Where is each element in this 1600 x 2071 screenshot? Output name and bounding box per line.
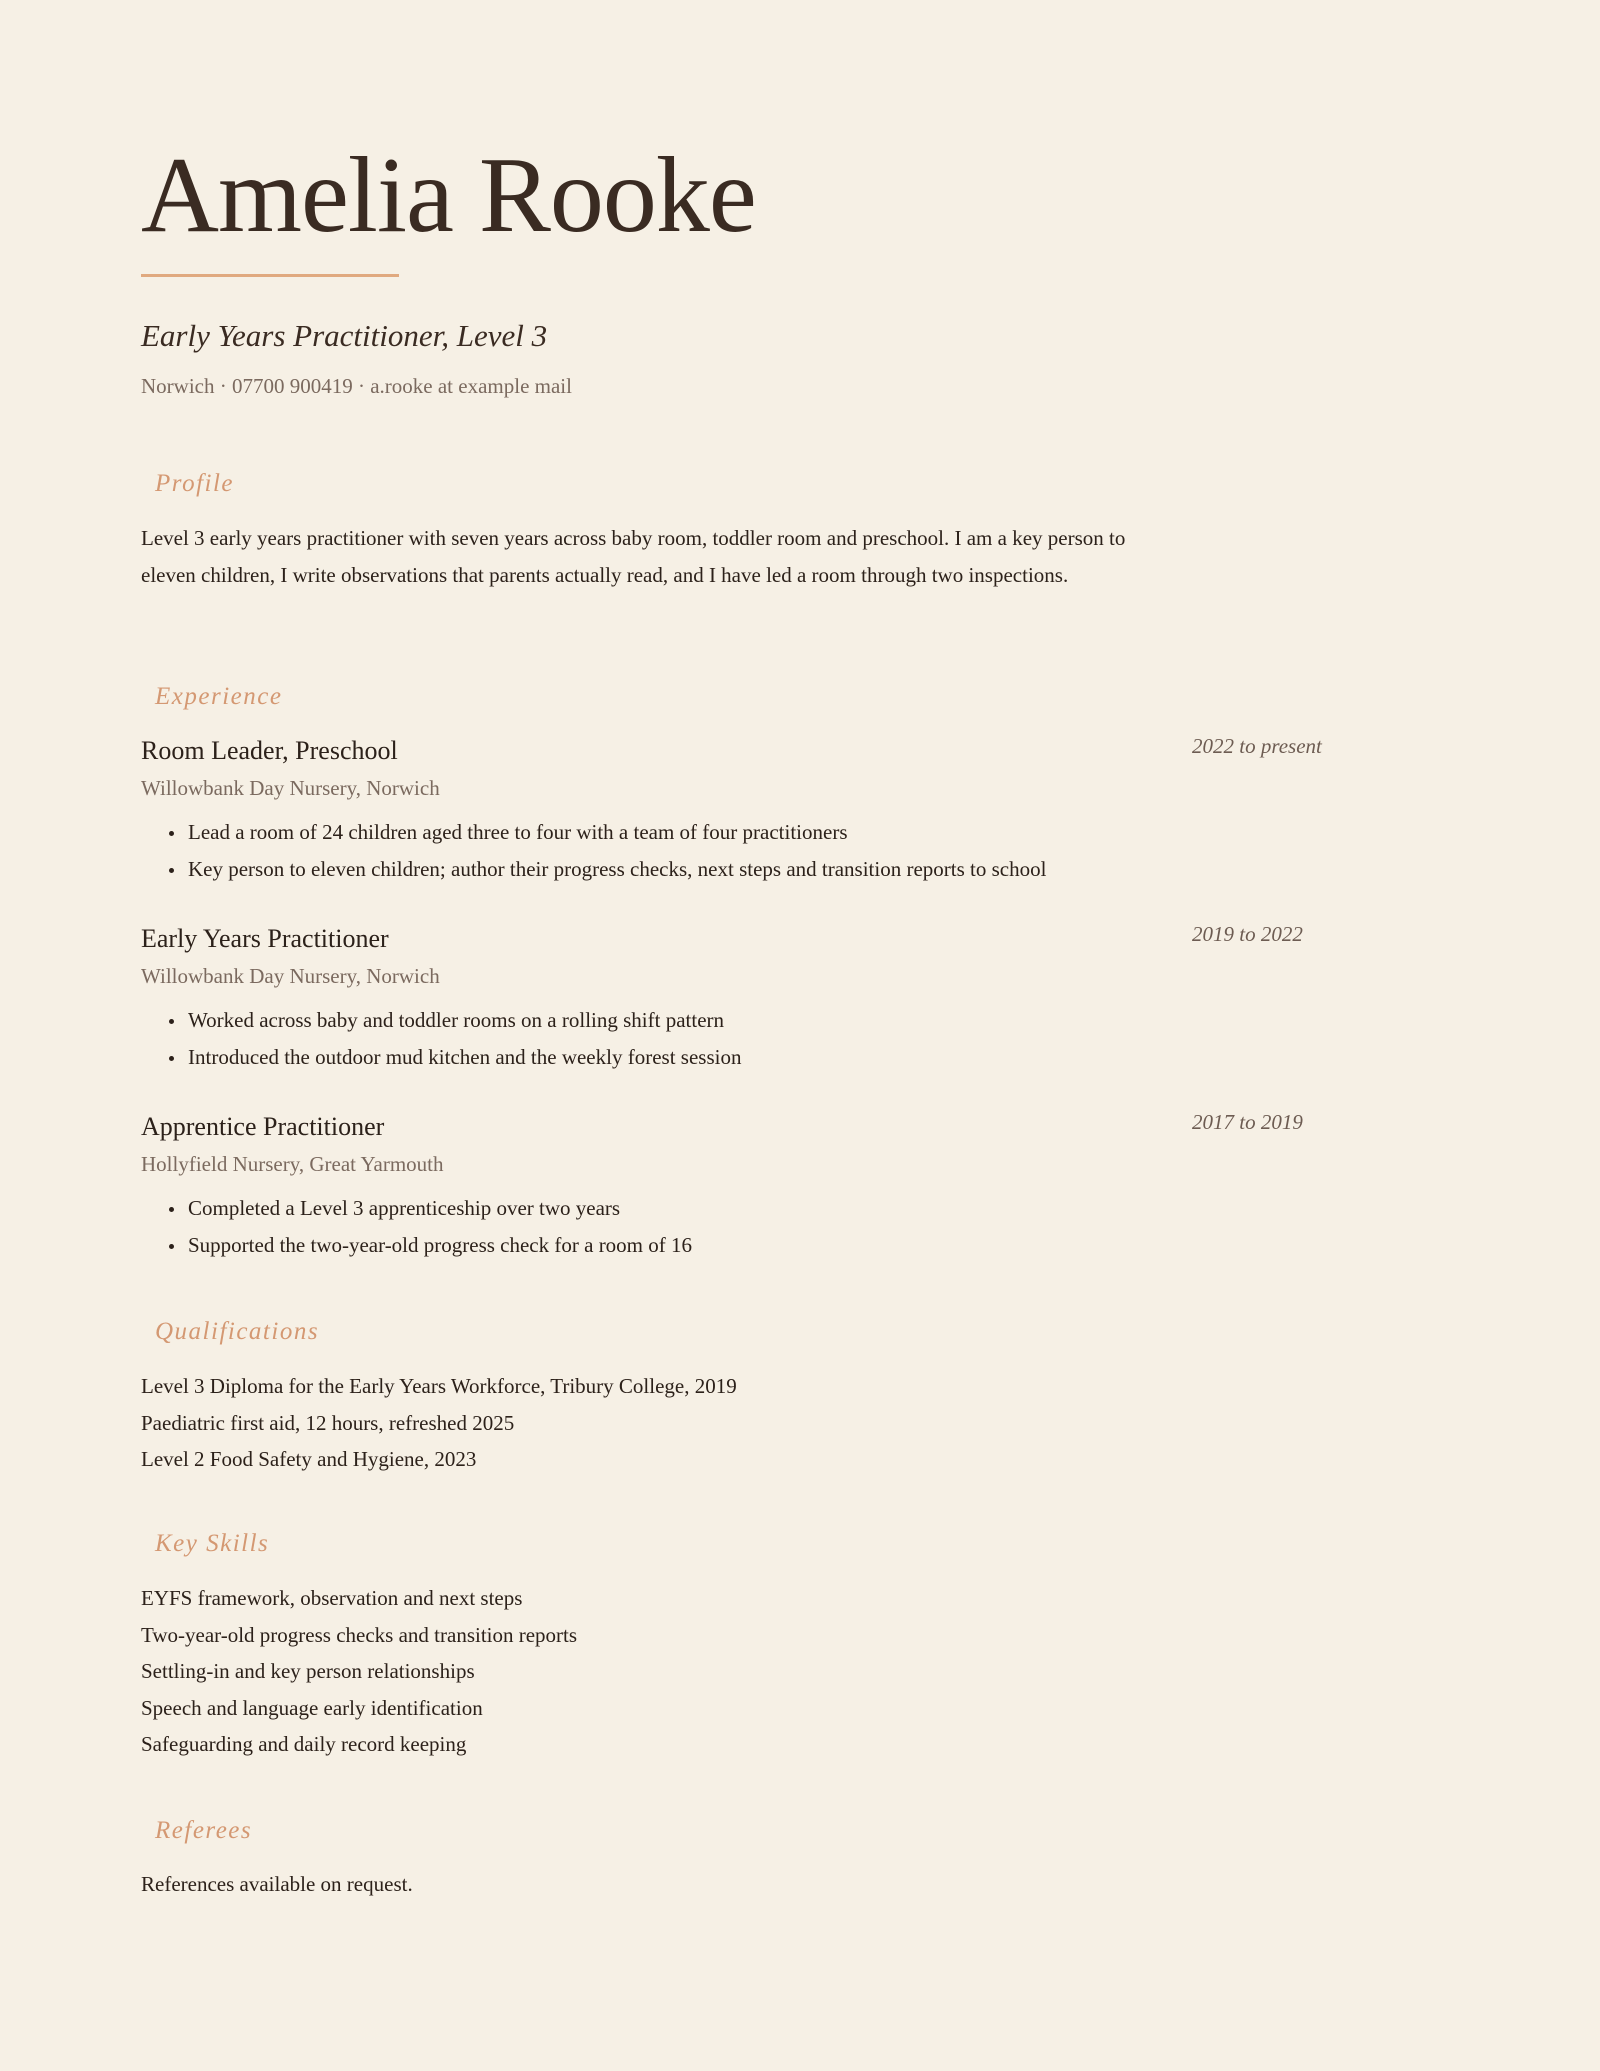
job-role: Early Years Practitioner (141, 924, 389, 953)
candidate-name: Amelia Rooke (141, 136, 756, 255)
skill-item: Speech and language early identification (141, 1695, 483, 1720)
skill-item: EYFS framework, observation and next steps (141, 1586, 523, 1610)
contact-line: Norwich · 07700 900419 · a.rooke at example mail (141, 374, 572, 398)
experience-entry (141, 1112, 1361, 1292)
section-heading-experience: Experience (155, 683, 283, 710)
job-role: Apprentice Practitioner (141, 1112, 385, 1141)
job-bullet: Supported the two-year-old progress check for a room of 16 (141, 1227, 692, 1264)
job-bullet: Worked across baby and toddler rooms on a rolling shift pattern (141, 1002, 741, 1039)
job-bullet: Key person to eleven children; author their progress checks, next steps and transition reports to school (141, 851, 1046, 888)
section-heading-qualifications: Qualifications (155, 1318, 320, 1345)
section-heading-profile: Profile (155, 470, 235, 497)
skill-item: Two-year-old progress checks and transition reports (141, 1622, 578, 1647)
job-role: Room Leader, Preschool (141, 736, 398, 765)
skill-item: Safeguarding and daily record keeping (141, 1732, 467, 1756)
job-bullet-list (141, 1190, 692, 1264)
section-heading-referees: Referees (155, 1817, 253, 1844)
job-organisation: Hollyfield Nursery, Great Yarmouth (141, 1152, 444, 1176)
experience-entry (141, 736, 1361, 916)
skill-item: Settling-in and key person relationships (141, 1659, 475, 1683)
qualification-item: Level 2 Food Safety and Hygiene, 2023 (141, 1447, 477, 1471)
name-underline (141, 274, 399, 277)
job-dates: 2019 to 2022 (1192, 922, 1303, 946)
key-skills-list (141, 1580, 577, 1763)
job-bullet-list (141, 814, 1046, 888)
referees-text: References available on request. (141, 1872, 413, 1896)
qualification-item: Paediatric first aid, 12 hours, refreshed 2025 (141, 1410, 515, 1435)
qualification-item: Level 3 Diploma for the Early Years Workforce, Tribury College, 2019 (141, 1374, 737, 1398)
job-bullet: Lead a room of 24 children aged three to four with a team of four practitioners (141, 814, 1046, 851)
job-organisation: Willowbank Day Nursery, Norwich (141, 964, 440, 988)
qualifications-list (141, 1368, 737, 1478)
job-organisation: Willowbank Day Nursery, Norwich (141, 776, 440, 800)
job-bullet: Introduced the outdoor mud kitchen and the weekly forest session (141, 1039, 741, 1076)
job-bullet-list (141, 1002, 741, 1076)
experience-entry (141, 924, 1361, 1104)
job-bullet: Completed a Level 3 apprenticeship over two years (141, 1190, 692, 1227)
job-title: Early Years Practitioner, Level 3 (141, 318, 548, 353)
job-dates: 2017 to 2019 (1192, 1110, 1303, 1134)
profile-text: Level 3 early years practitioner with seven years across baby room, toddler room and preschool. I am a key person to eleven children, I write observations that parents actually read, and I have led a room through two inspections. (141, 526, 1126, 587)
job-dates: 2022 to present (1192, 734, 1322, 758)
section-heading-key-skills: Key Skills (155, 1530, 270, 1557)
